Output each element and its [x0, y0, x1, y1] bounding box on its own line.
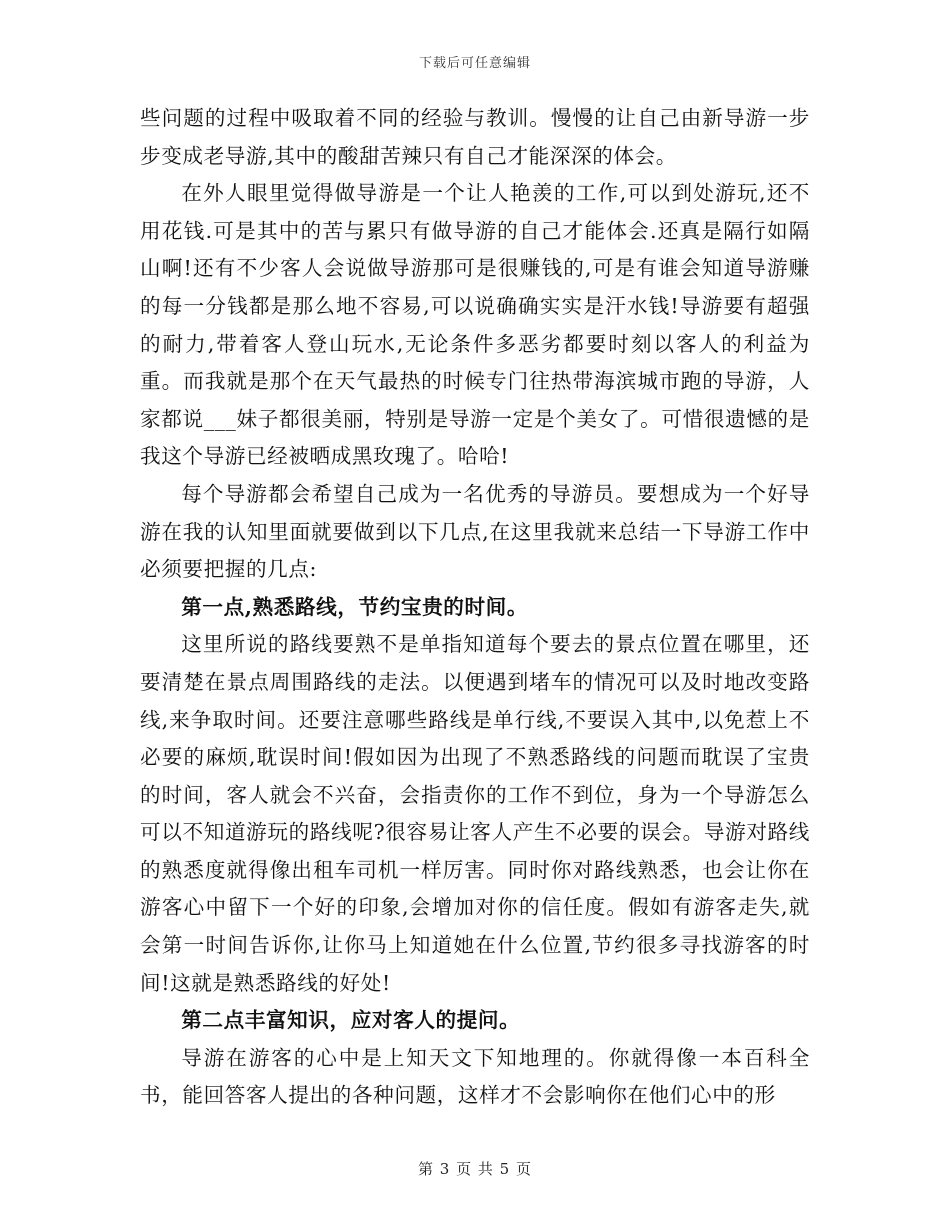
paragraph-rich-knowledge: 导游在游客的心中是上知天文下知地理的。你就得像一本百科全书，能回答客人提出的各种问题，这样才不会影响你在他们心中的形 — [140, 1045, 810, 1108]
paragraph-continued: 些问题的过程中吸取着不同的经验与教训。慢慢的让自己由新导游一步步变成老导游,其中的酸甜苦辣只有自己才能深深的体会。 — [140, 106, 810, 168]
paragraph-outsider-view: 在外人眼里觉得做导游是一个让人艳羡的工作,可以到处游玩,还不用花钱.可是其中的苦与累只有做导游的自己才能体会.还真是隔行如隔山啊!还有不少客人会说做导游那可是很赚钱的,可是有谁会知道导游赚的每一分钱都是那么地不容易,可以说确确实实是汗水钱!导游要有超强的耐力,带着客人登山玩水,无论条件多恶劣都要时刻以客人的利益为重。而我就是那个在天气最热的时候专门往热带海滨城市跑的导游，人家都说___妹子都很美丽，特别是导游一定是个美女了。可惜很遗憾的是我这个导游已经被晒成黑玫瑰了。哈哈! — [140, 181, 810, 469]
document-body — [140, 100, 810, 1115]
page-header-note: 下载后可任意编辑 — [418, 56, 531, 71]
section-heading-1: 第一点,熟悉路线，节约宝贵的时间。 — [181, 594, 529, 619]
paragraph-route-familiarity: 这里所说的路线要熟不是单指知道每个要去的景点位置在哪里，还要清楚在景点周围路线的走法。以便遇到堵车的情况可以及时地改变路线,来争取时间。还要注意哪些路线是单行线,不要误入其中,以免惹上不必要的麻烦,耽误时间!假如因为出现了不熟悉路线的问题而耽误了宝贵的时间，客人就会不兴奋，会指责你的工作不到位，身为一个导游怎么可以不知道游玩的路线呢?很容易让客人产生不必要的误会。导游对路线的熟悉度就得像出租车司机一样厉害。同时你对路线熟悉，也会让你在游客心中留下一个好的印象,会增加对你的信任度。假如有游客走失,就会第一时间告诉你,让你马上知道她在什么位置,节约很多寻找游客的时间!这就是熟悉路线的好处! — [140, 632, 810, 995]
page-number: 第 3 页 共 5 页 — [418, 1160, 532, 1178]
section-heading-2: 第二点丰富知识，应对客人的提问。 — [181, 1008, 521, 1033]
paragraph-excellent-guide: 每个导游都会希望自己成为一名优秀的导游员。要想成为一个好导游在我的认知里面就要做到以下几点,在这里我就来总结一下导游工作中必须要把握的几点: — [140, 481, 810, 582]
